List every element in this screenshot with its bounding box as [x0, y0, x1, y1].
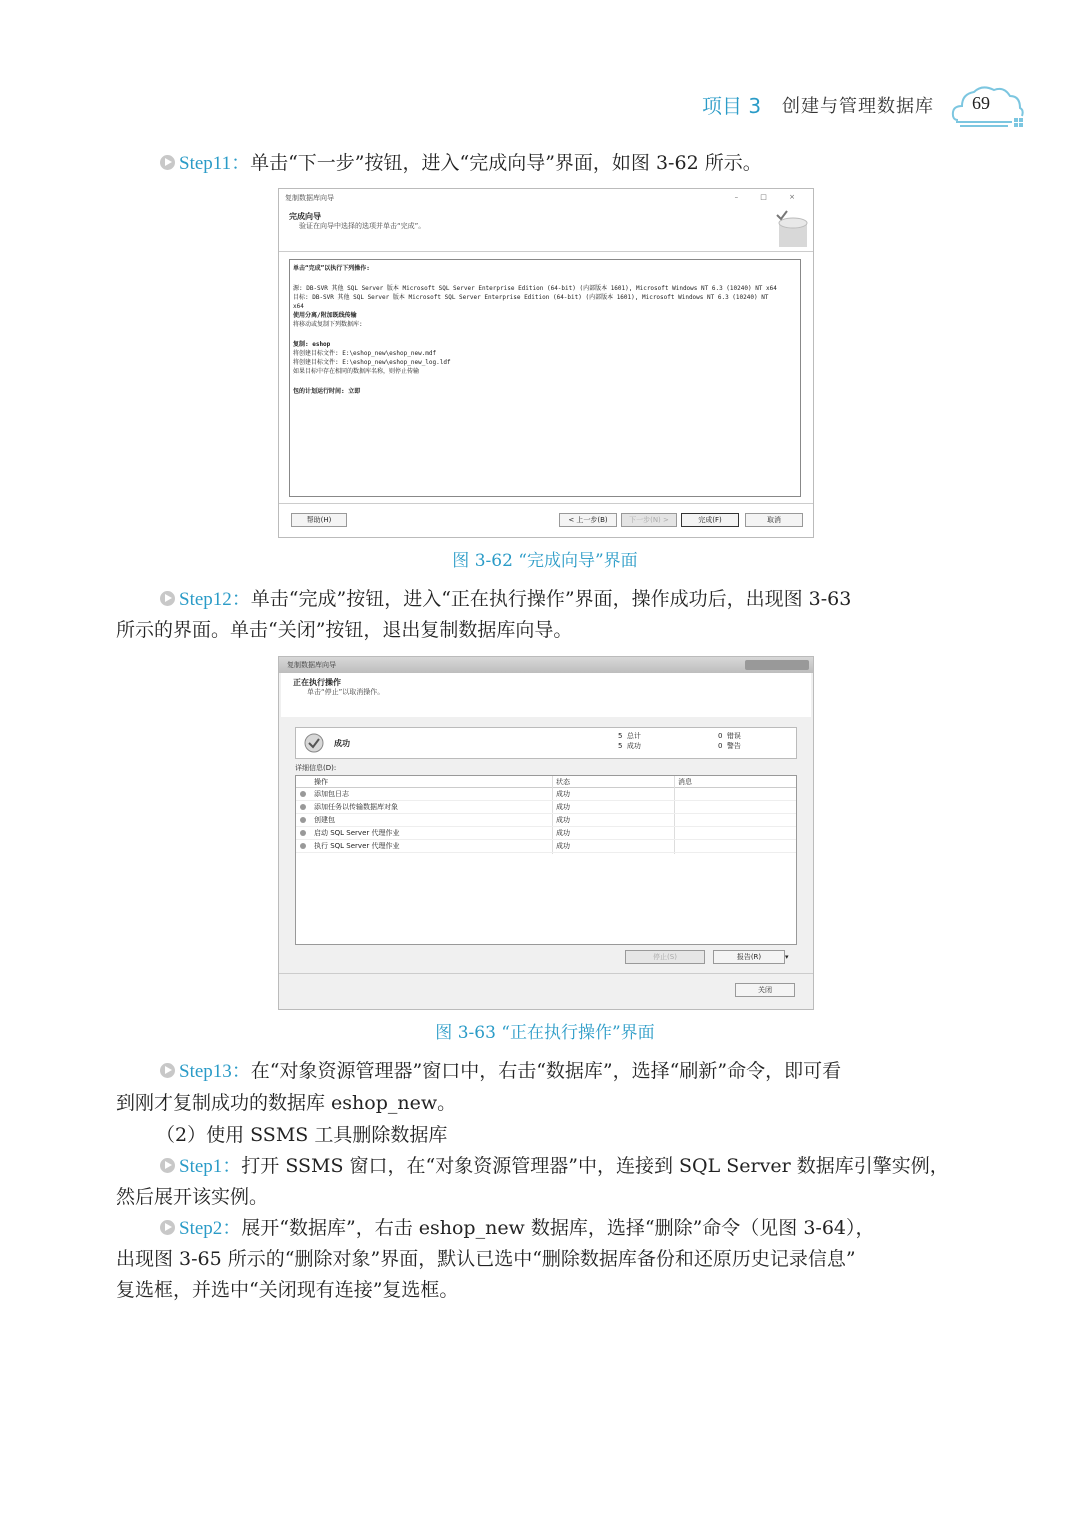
step2-line3: 复选框，并选中“关闭现有连接”复选框。 — [116, 1279, 459, 1301]
header-project: 项目 3 — [702, 94, 762, 118]
summary-line: x64 — [293, 303, 304, 310]
summary-line: 包的计划运行时间: 立即 — [293, 388, 361, 395]
row-status: 成功 — [556, 842, 570, 850]
step12-paragraph — [160, 584, 851, 615]
table-row[interactable] — [296, 788, 796, 801]
column-header[interactable]: 操作 — [314, 778, 328, 786]
step12-line1: 单击“完成”按钮，进入“正在执行操作”界面，操作成功后，出现图 3-63 — [250, 588, 852, 610]
success-check-icon — [304, 733, 324, 753]
column-header[interactable]: 消息 — [678, 778, 692, 786]
status-dot-icon — [300, 791, 306, 797]
status-dot-icon — [300, 817, 306, 823]
next-button[interactable]: 下一步(N) > — [621, 513, 677, 527]
step13-line1: 在“对象资源管理器”窗口中，右击“数据库”，选择“刷新”命令，即可看 — [250, 1060, 842, 1082]
summary-line: 单击“完成”以执行下列操作: — [293, 265, 370, 272]
table-row[interactable] — [296, 840, 796, 853]
row-operation: 添加任务以传输数据库对象 — [314, 803, 398, 811]
success-count: 5 — [618, 742, 623, 750]
page-number: 69 — [972, 93, 990, 113]
step13-line2: 到刚才复制成功的数据库 eshop_new。 — [116, 1092, 457, 1114]
window-controls[interactable] — [745, 660, 809, 670]
step11-label: Step11： — [179, 153, 251, 174]
wizard-subheading: 单击“停止”以取消操作。 — [307, 688, 385, 696]
status-dot-icon — [300, 804, 306, 810]
summary-line: 将移动或复制下列数据库: — [293, 321, 363, 328]
warning-count: 0 — [718, 742, 723, 750]
summary-line: 使用分离/附加既线传输 — [293, 312, 357, 319]
step13-label: Step13： — [179, 1061, 251, 1082]
bullet-icon — [160, 155, 175, 170]
window-title: 复制数据库向导 — [287, 661, 336, 669]
step2-line1: 展开“数据库”，右击 eshop_new 数据库，选择“删除”命令（见图 3-64）， — [241, 1217, 875, 1239]
step2-label: Step2： — [179, 1218, 242, 1239]
chevron-down-icon[interactable]: ▾ — [785, 953, 789, 961]
header-title: 创建与管理数据库 — [782, 96, 934, 117]
window-titlebar — [279, 657, 813, 673]
summary-line: 源: DB-SVR 其他 SQL Server 版本 Microsoft SQL Server Enterprise Edition (64-bit) (内部版本 1601), Microsoft Windows NT 6.3 (10240) NT x64 — [293, 285, 777, 292]
bullet-icon — [160, 1063, 175, 1078]
window-controls: – □ × — [734, 193, 805, 201]
table-row[interactable] — [296, 814, 796, 827]
status-text: 成功 — [334, 739, 350, 748]
step13-paragraph — [160, 1056, 841, 1087]
stop-button[interactable]: 停止(S) — [625, 950, 705, 964]
summary-line: 将创建目标文件: E:\eshop_new\eshop_new_log.ldf — [293, 359, 451, 366]
warning-label: 警告 — [726, 742, 741, 750]
status-panel — [295, 727, 797, 759]
section-heading: （2）使用 SSMS 工具删除数据库 — [156, 1124, 448, 1146]
bullet-icon — [160, 591, 175, 606]
step1-label: Step1： — [179, 1156, 242, 1177]
row-status: 成功 — [556, 803, 570, 811]
table-row[interactable] — [296, 801, 796, 814]
close-button[interactable]: 关闭 — [735, 983, 795, 997]
finish-button[interactable]: 完成(F) — [681, 513, 739, 527]
step12-label: Step12： — [179, 589, 251, 610]
step1-line2: 然后展开该实例。 — [116, 1186, 269, 1208]
figure-3-63-screenshot — [278, 656, 814, 1010]
status-dot-icon — [300, 830, 306, 836]
step2-line2: 出现图 3-65 所示的“删除对象”界面，默认已选中“删除数据库备份和还原历史记录信息” — [116, 1248, 856, 1270]
wizard-database-icon — [775, 209, 811, 249]
status-dot-icon — [300, 843, 306, 849]
row-operation: 添加包日志 — [314, 790, 349, 798]
row-operation: 执行 SQL Server 代理作业 — [314, 842, 400, 850]
details-label: 详细信息(D): — [295, 764, 337, 772]
wizard-heading: 正在执行操作 — [293, 678, 341, 687]
row-operation: 启动 SQL Server 代理作业 — [314, 829, 400, 837]
bullet-icon — [160, 1158, 175, 1173]
step12-line2: 所示的界面。单击“关闭”按钮，退出复制数据库向导。 — [116, 619, 573, 641]
row-status: 成功 — [556, 790, 570, 798]
prev-button[interactable]: < 上一步(B) — [559, 513, 617, 527]
summary-line: 复制: eshop — [293, 341, 331, 348]
step1-paragraph — [160, 1151, 949, 1182]
summary-line: 目标: DB-SVR 其他 SQL Server 版本 Microsoft SQL Server Enterprise Edition (64-bit) (内部版本 1601), Microsoft Windows NT 6.3 (10240) NT — [293, 294, 769, 301]
success-label: 成功 — [626, 742, 641, 750]
cancel-button[interactable]: 取消 — [745, 513, 803, 527]
details-table[interactable] — [295, 775, 797, 945]
step2-paragraph — [160, 1213, 875, 1244]
row-status: 成功 — [556, 829, 570, 837]
total-label: 总计 — [626, 732, 641, 740]
step11-text: 单击“下一步”按钮，进入“完成向导”界面，如图 3-62 所示。 — [250, 152, 762, 174]
step1-line1: 打开 SSMS 窗口，在“对象资源管理器”中，连接到 SQL Server 数据库引擎实例， — [241, 1155, 949, 1177]
figure-3-63-caption: 图 3-63 “正在执行操作”界面 — [435, 1023, 655, 1043]
summary-textbox[interactable] — [289, 259, 801, 497]
error-count: 0 — [718, 732, 723, 740]
help-button[interactable]: 帮助(H) — [291, 513, 347, 527]
total-count: 5 — [618, 732, 623, 740]
bullet-icon — [160, 1220, 175, 1235]
row-status: 成功 — [556, 816, 570, 824]
table-row[interactable] — [296, 827, 796, 840]
column-header[interactable]: 状态 — [556, 778, 570, 786]
wizard-subheading: 验证在向导中选择的选项并单击“完成”。 — [299, 222, 426, 230]
window-title: 复制数据库向导 — [285, 194, 334, 202]
row-operation: 创建包 — [314, 816, 335, 824]
step11-paragraph — [160, 148, 762, 179]
report-button[interactable]: 报告(R) — [713, 950, 785, 964]
summary-line: 将创建目标文件: E:\eshop_new\eshop_new.mdf — [293, 350, 437, 357]
figure-3-62-screenshot — [278, 188, 814, 538]
summary-line: 如果目标中存在相同的数据库名称，则停止传输 — [293, 368, 420, 375]
error-label: 错误 — [726, 732, 741, 740]
figure-3-62-caption: 图 3-62 “完成向导”界面 — [452, 551, 638, 571]
wizard-heading: 完成向导 — [289, 212, 321, 221]
